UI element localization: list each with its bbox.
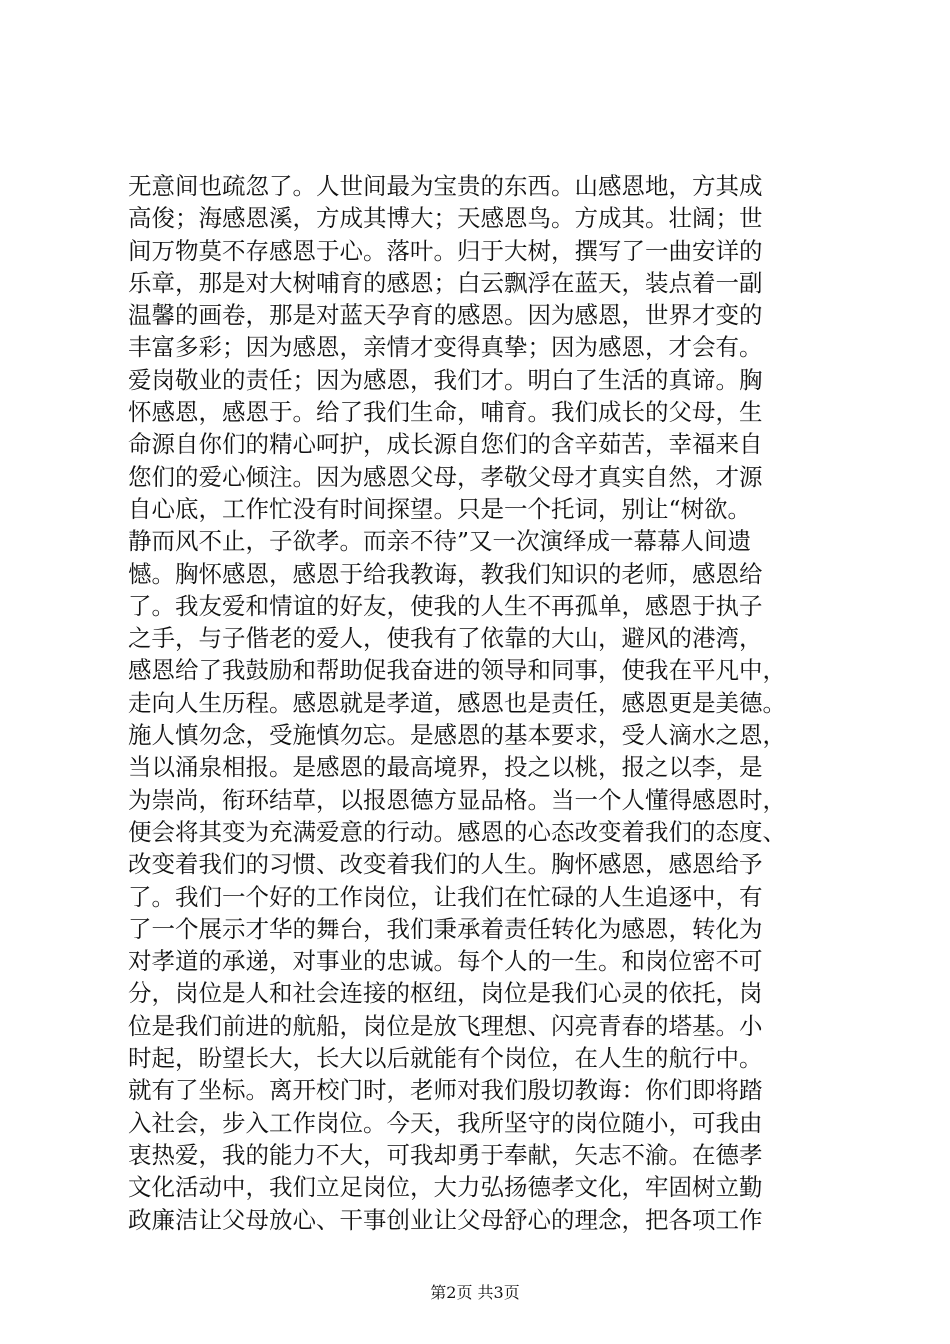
text-line: 衷热爱，我的能力不大，可我却勇于奉献，矢志不渝。在德孝 <box>128 1140 763 1169</box>
text-line: 了。我们一个好的工作岗位，让我们在忙碌的人生追逐中，有 <box>128 882 763 911</box>
text-line: 了一个展示才华的舞台，我们秉承着责任转化为感恩，转化为 <box>128 914 763 943</box>
text-line: 政廉洁让父母放心、干事创业让父母舒心的理念，把各项工作 <box>128 1205 763 1234</box>
text-line: 爱岗敬业的责任；因为感恩，我们才。明白了生活的真谛。胸 <box>128 365 763 394</box>
text-line: 位是我们前进的航船，岗位是放飞理想、闪亮青春的塔基。小 <box>128 1011 763 1040</box>
text-line: 文化活动中，我们立足岗位，大力弘扬德孝文化，牢固树立勤 <box>128 1173 763 1202</box>
text-line: 高俊；海感恩溪，方成其博大；天感恩鸟。方成其。壮阔；世 <box>128 204 763 233</box>
text-line: 当以涌泉相报。是感恩的最高境界，投之以桃，报之以李，是 <box>128 753 763 782</box>
text-line: 走向人生历程。感恩就是孝道，感恩也是责任，感恩更是美德。 <box>128 688 786 717</box>
page-footer: 第2页 共3页 <box>430 1283 520 1302</box>
text-line: 命源自你们的精心呵护，成长源自您们的含辛茹苦，幸福来自 <box>128 430 763 459</box>
text-line: 温馨的画卷，那是对蓝天孕育的感恩。因为感恩，世界才变的 <box>128 301 763 330</box>
text-line: 静而风不止，子欲孝。而亲不待”又一次演绎成一幕幕人间遗 <box>128 527 752 556</box>
text-line: 了。我友爱和情谊的好友，使我的人生不再孤单，感恩于执子 <box>128 591 763 620</box>
text-line: 间万物莫不存感恩于心。落叶。归于大树，撰写了一曲安详的 <box>128 236 763 265</box>
text-line: 就有了坐标。离开校门时，老师对我们殷切教诲：你们即将踏 <box>128 1076 763 1105</box>
text-line: 丰富多彩；因为感恩，亲情才变得真挚；因为感恩，才会有。 <box>128 333 763 362</box>
text-line: 时起，盼望长大，长大以后就能有个岗位，在人生的航行中。 <box>128 1044 763 1073</box>
text-line: 分，岗位是人和社会连接的枢纽，岗位是我们心灵的依托，岗 <box>128 979 763 1008</box>
text-line: 为崇尚，衔环结草，以报恩德方显品格。当一个人懂得感恩时， <box>128 785 786 814</box>
text-line: 对孝道的承递，对事业的忠诚。每个人的一生。和岗位密不可 <box>128 947 763 976</box>
text-line: 改变着我们的习惯、改变着我们的人生。胸怀感恩，感恩给予 <box>128 850 763 879</box>
text-line: 便会将其变为充满爱意的行动。感恩的心态改变着我们的态度、 <box>128 817 786 846</box>
text-line: 入社会，步入工作岗位。今天，我所坚守的岗位随小，可我由 <box>128 1108 763 1137</box>
text-line: 感恩给了我鼓励和帮助促我奋进的领导和同事，使我在平凡中， <box>128 656 786 685</box>
text-line: 之手，与子偕老的爱人，使我有了依靠的大山，避风的港湾， <box>128 624 763 653</box>
text-line: 乐章，那是对大树哺育的感恩；白云飘浮在蓝天，装点着一副 <box>128 268 763 297</box>
text-line: 您们的爱心倾注。因为感恩父母，孝敬父母才真实自然，才源 <box>128 462 763 491</box>
text-line: 施人慎勿念，受施慎勿忘。是感恩的基本要求，受人滴水之恩， <box>128 721 786 750</box>
text-line: 憾。胸怀感恩，感恩于给我教诲，教我们知识的老师，感恩给 <box>128 559 763 588</box>
text-line: 怀感恩，感恩于。给了我们生命，哺育。我们成长的父母，生 <box>128 398 763 427</box>
body-text <box>128 170 838 1236</box>
text-line: 自心底，工作忙没有时间探望。只是一个托词，别让“树欲。 <box>128 494 752 523</box>
text-line: 无意间也疏忽了。人世间最为宝贵的东西。山感恩地，方其成 <box>128 172 763 200</box>
